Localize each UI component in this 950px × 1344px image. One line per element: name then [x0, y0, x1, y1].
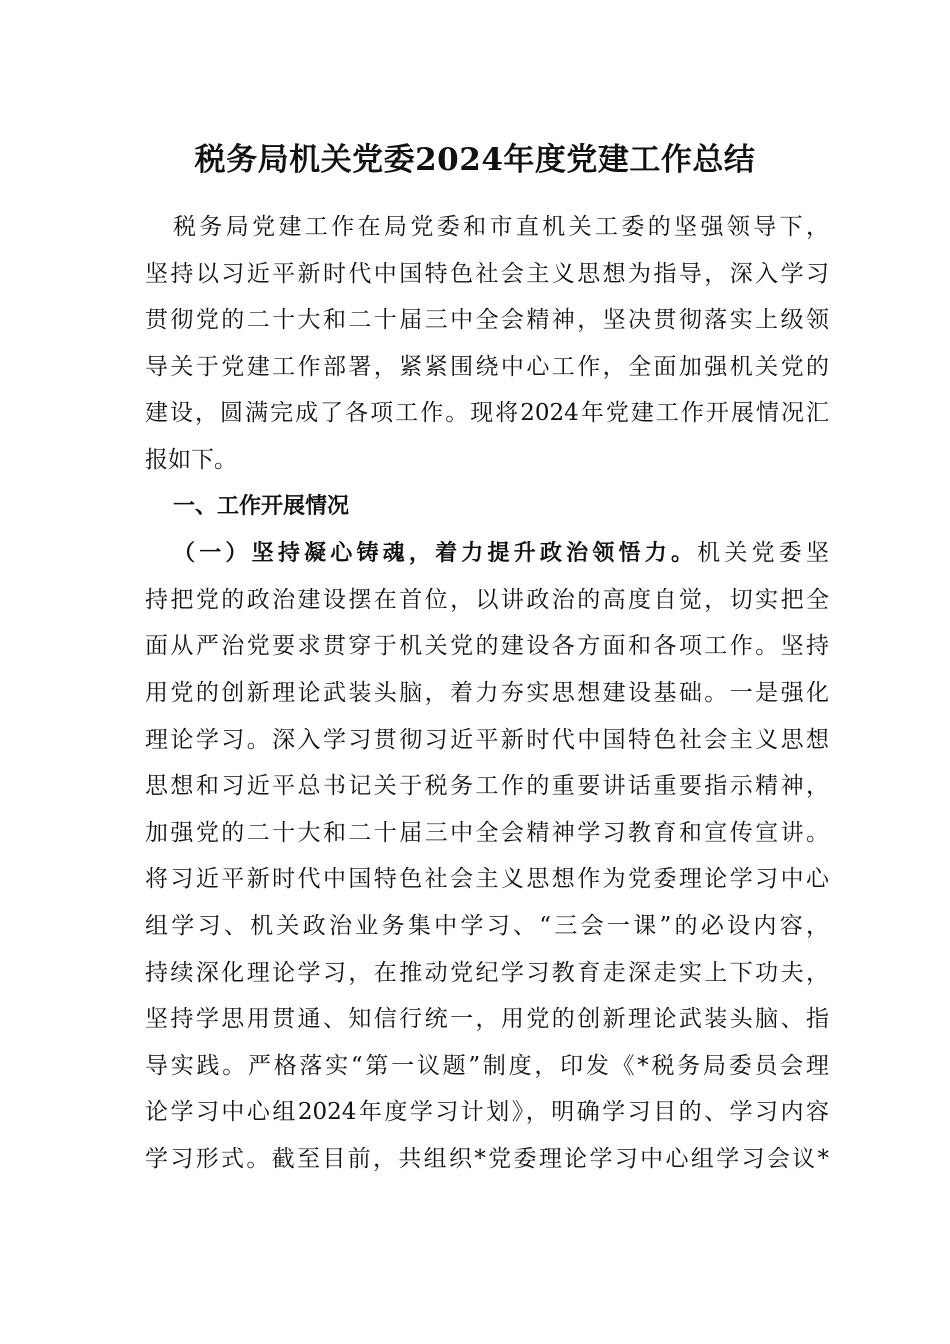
section-paragraph-line: 面从严治党要求贯穿于机关党的建设各方面和各项工作。坚持: [145, 633, 829, 660]
section-paragraph-line: 思想和习近平总书记关于税务工作的重要讲话重要指示精神，: [145, 773, 829, 800]
subsection-heading: （一）坚持凝心铸魂，着力提升政治领悟力。: [173, 541, 698, 567]
intro-paragraph-line: 坚持以习近平新时代中国特色社会主义思想为指导，深入学习: [145, 260, 829, 287]
section-paragraph-line: 加强党的二十大和二十届三中全会精神学习教育和宣传宣讲。: [145, 819, 829, 846]
section-paragraph-line: 论学习中心组2024年度学习计划》，明确学习目的、学习内容: [145, 1099, 829, 1126]
intro-paragraph-line: 贯彻党的二十大和二十届三中全会精神，坚决贯彻落实上级领: [145, 307, 829, 334]
section-paragraph-line: 用党的创新理论武装头脑，着力夯实思想建设基础。一是强化: [145, 679, 829, 706]
section-paragraph-line: 持续深化理论学习，在推动党纪学习教育走深走实上下功夫，: [145, 959, 829, 986]
intro-paragraph-line: 导关于党建工作部署，紧紧围绕中心工作，全面加强机关党的: [145, 353, 829, 380]
intro-paragraph-line: 税务局党建工作在局党委和市直机关工委的坚强领导下，: [173, 214, 829, 240]
section-paragraph-line: 学习形式。截至目前，共组织*党委理论学习中心组学习会议*: [145, 1145, 829, 1172]
intro-paragraph-line: 报如下。: [145, 446, 237, 473]
section-paragraph-line: 导实践。严格落实“第一议题”制度，印发《*税务局委员会理: [145, 1052, 829, 1079]
section-paragraph-line: 将习近平新时代中国特色社会主义思想作为党委理论学习中心: [145, 866, 829, 893]
section-paragraph-line: 理论学习。深入学习贯彻习近平新时代中国特色社会主义思想: [145, 726, 829, 753]
document-body: [145, 204, 829, 1182]
section-heading: 一、工作开展情况: [173, 493, 350, 519]
paragraph-text: 机关党委坚: [697, 540, 829, 567]
section-paragraph-line: 坚持学思用贯通、知信行统一，用党的创新理论武装头脑、指: [145, 1006, 829, 1033]
section-paragraph-line: 持把党的政治建设摆在首位，以讲政治的高度自觉，切实把全: [145, 586, 829, 613]
intro-paragraph-line: 建设，圆满完成了各项工作。现将2024年党建工作开展情况汇: [145, 400, 829, 427]
document-title: 税务局机关党委2024年度党建工作总结: [194, 142, 756, 178]
section-paragraph-line: 组学习、机关政治业务集中学习、“三会一课”的必设内容，: [145, 912, 829, 939]
section-paragraph-line: [145, 530, 829, 577]
